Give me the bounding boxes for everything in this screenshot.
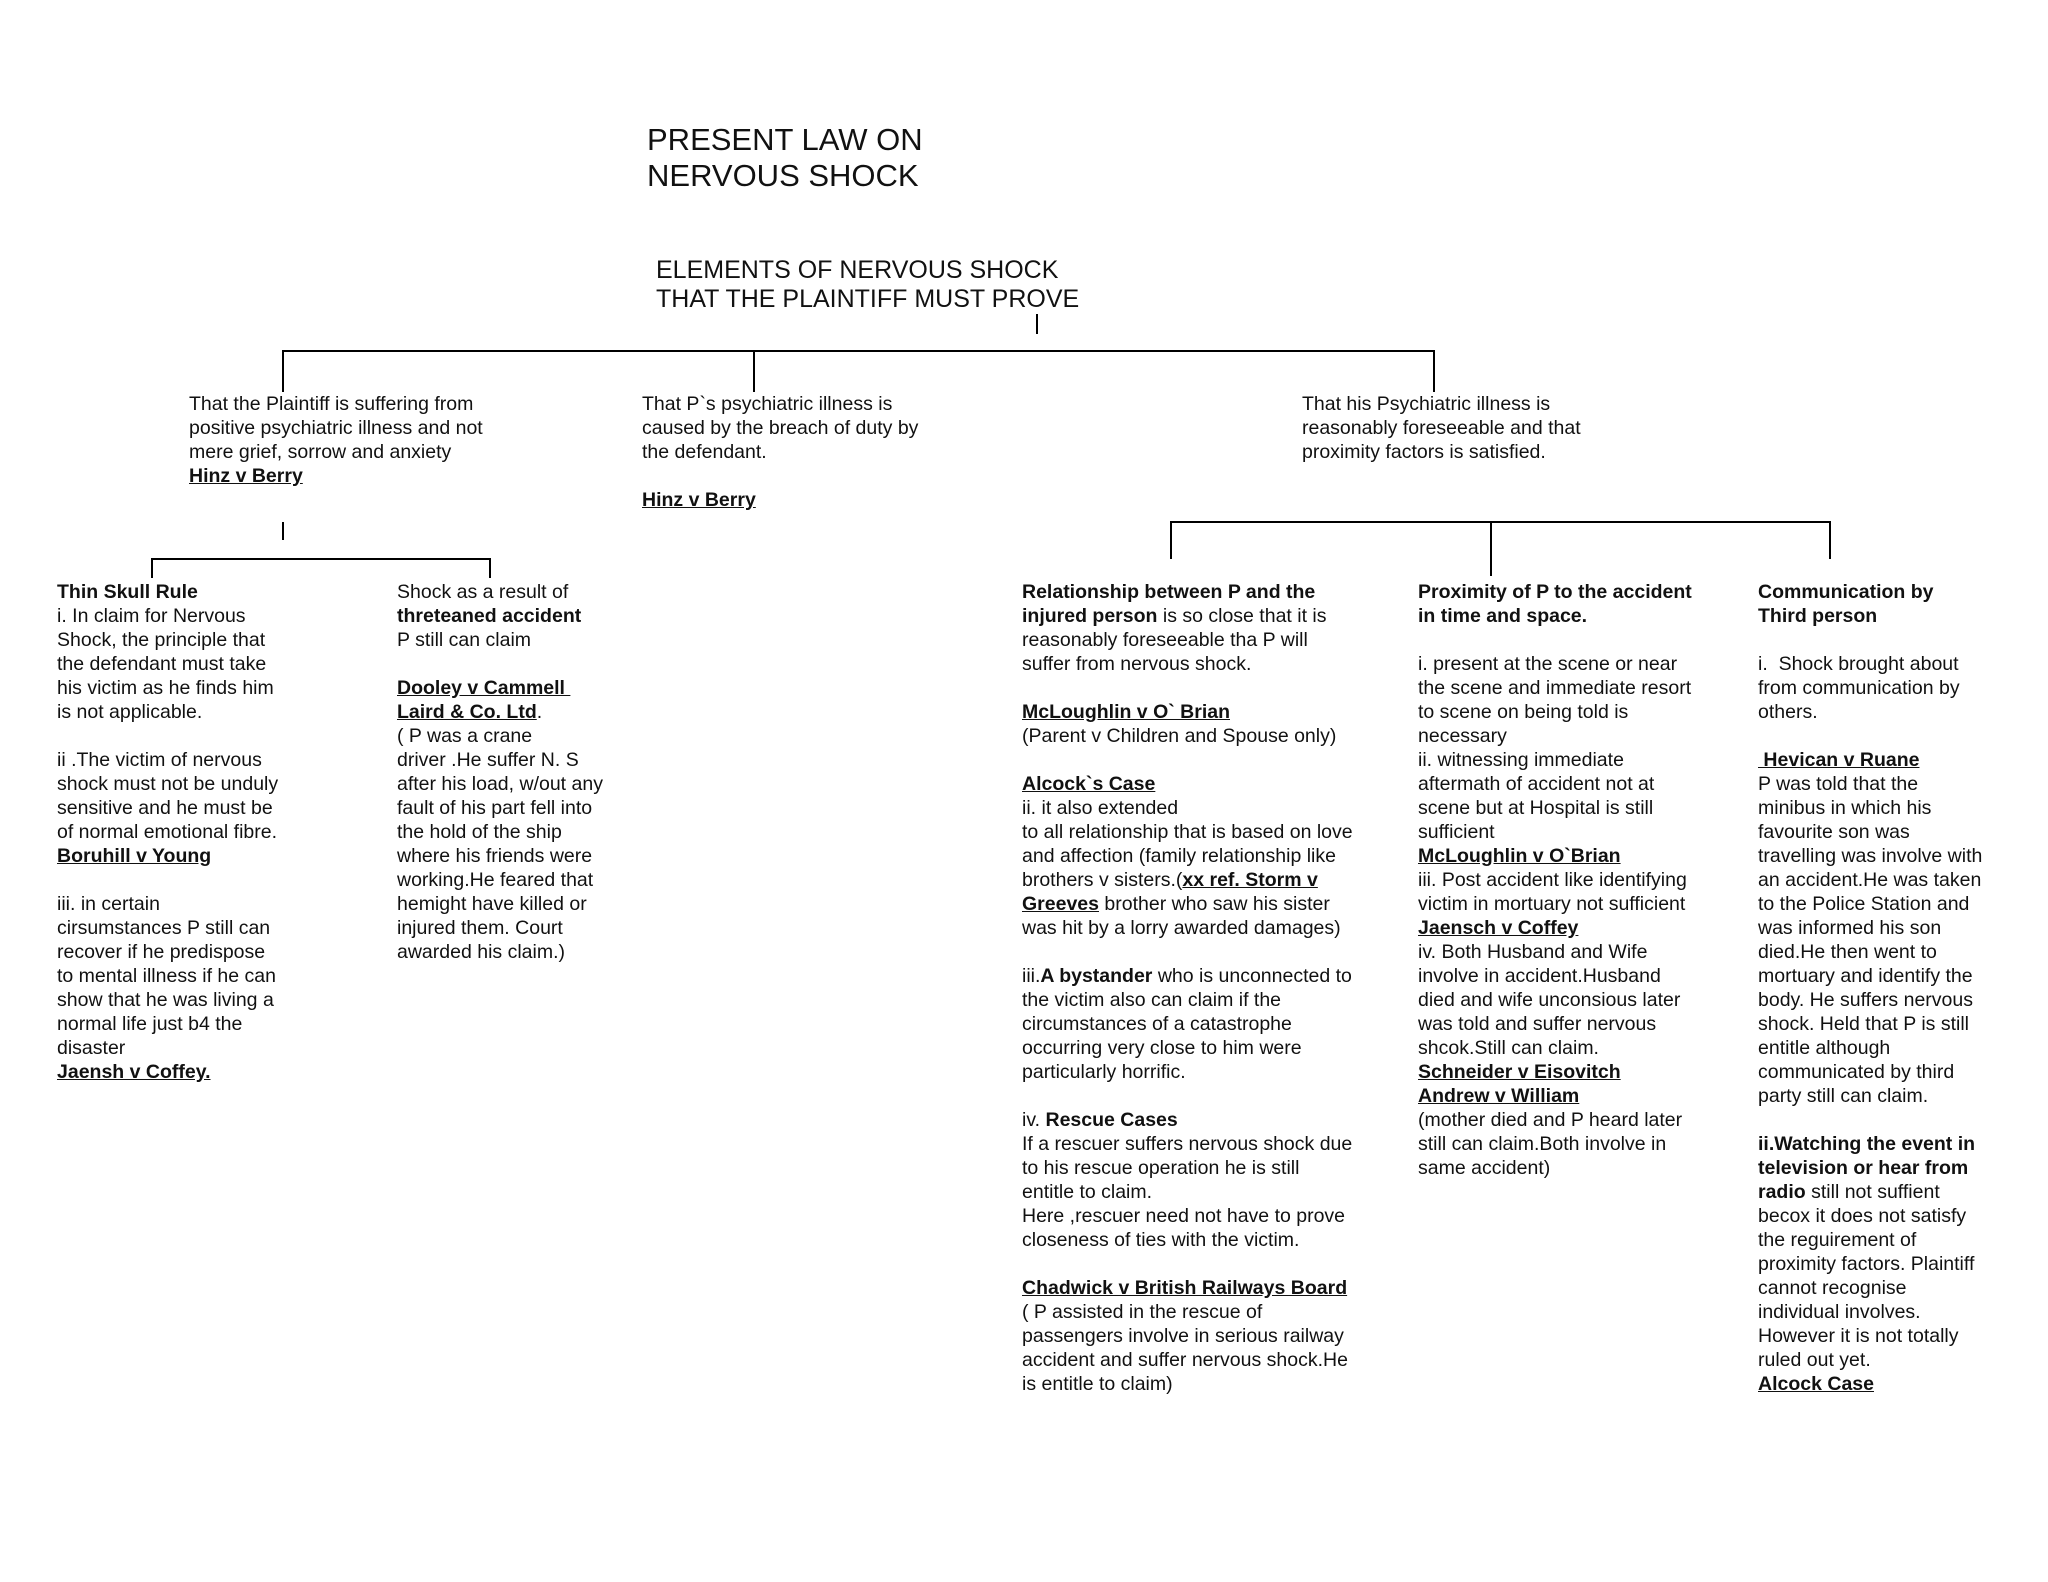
text-line: scene but at Hospital is still <box>1418 797 1654 819</box>
text-line: mortuary and identify the <box>1758 965 1973 987</box>
text-line: involve in accident.Husband <box>1418 965 1661 987</box>
text-line: party still can claim. <box>1758 1085 1929 1107</box>
text-line: i. present at the scene or near <box>1418 653 1678 675</box>
text-line: the hold of the ship <box>397 821 562 843</box>
communication-node <box>1758 580 1982 1396</box>
text-line: the reguirement of <box>1758 1229 1917 1251</box>
text-line: where his friends were <box>397 845 593 867</box>
text-line: iii. in certain <box>57 893 160 915</box>
text-bold: radio <box>1758 1181 1806 1203</box>
title-line-2: NERVOUS SHOCK <box>647 158 919 193</box>
text-line: iii. Post accident like identifying <box>1418 869 1687 891</box>
text-line: iv. Both Husband and Wife <box>1418 941 1648 963</box>
text-line: same accident) <box>1418 1157 1551 1179</box>
text-fragment: iv. <box>1022 1109 1046 1131</box>
text-line: victim in mortuary not sufficient <box>1418 893 1686 915</box>
text-line: and affection (family relationship like <box>1022 845 1336 867</box>
text-bold: injured person <box>1022 605 1158 627</box>
text-line: was hit by a lorry awarded damages) <box>1022 917 1341 939</box>
case-citation: Andrew v William <box>1418 1085 1580 1107</box>
thin-skull-rule-node <box>57 580 278 1084</box>
text-line: hemight have killed or <box>397 893 587 915</box>
text-line: i. Shock brought about <box>1758 653 1959 675</box>
text-line: was informed his son <box>1758 917 1942 939</box>
proximity-node <box>1418 580 1692 1180</box>
element-foreseeability <box>1302 392 1581 464</box>
text-line: P still can claim <box>397 629 532 651</box>
text-line: ruled out yet. <box>1758 1349 1871 1371</box>
case-citation: Alcock Case <box>1758 1373 1874 1395</box>
text-line: body. He suffers nervous <box>1758 989 1973 1011</box>
text-line: i. In claim for Nervous <box>57 605 246 627</box>
text-line: his victim as he finds him <box>57 677 274 699</box>
text-line: entitle to claim. <box>1022 1181 1153 1203</box>
case-citation: Schneider v Eisovitch <box>1418 1061 1621 1083</box>
text-line: communicated by third <box>1758 1061 1955 1083</box>
text-line: accident and suffer nervous shock.He <box>1022 1349 1348 1371</box>
text-line: the victim also can claim if the <box>1022 989 1282 1011</box>
text-line: reasonably foreseeable tha P will <box>1022 629 1308 651</box>
text-line: P was told that the <box>1758 773 1919 795</box>
node-heading: Proximity of P to the accident <box>1418 581 1692 603</box>
text-line: Shock, the principle that <box>57 629 266 651</box>
text-line: sufficient <box>1418 821 1495 843</box>
title-line-1: PRESENT LAW ON <box>647 122 923 157</box>
case-citation: Boruhill v Young <box>57 845 212 867</box>
text-line: proximity factors is satisfied. <box>1302 441 1546 463</box>
text-line: minibus in which his <box>1758 797 1932 819</box>
text-bold: A bystander <box>1040 965 1153 987</box>
text-line: ( P was a crane <box>397 725 533 747</box>
text-line: died and wife unconsious later <box>1418 989 1681 1011</box>
text-line: ii. it also extended <box>1022 797 1179 819</box>
page-title <box>647 122 923 194</box>
text-line: However it is not totally <box>1758 1325 1959 1347</box>
text-fragment: who is unconnected to <box>1152 965 1352 987</box>
text-line: (Parent v Children and Spouse only) <box>1022 725 1337 747</box>
text-line: mere grief, sorrow and anxiety <box>189 441 452 463</box>
text-fragment: brother who saw his sister <box>1098 893 1330 915</box>
text-line: show that he was living a <box>57 989 274 1011</box>
text-line: fault of his part fell into <box>397 797 593 819</box>
text-line: is not applicable. <box>57 701 203 723</box>
text-line: is entitle to claim) <box>1022 1373 1173 1395</box>
case-citation: Hinz v Berry <box>642 489 756 511</box>
text-line: sensitive and he must be <box>57 797 273 819</box>
text-line: shcok.Still can claim. <box>1418 1037 1599 1059</box>
text-fragment: . <box>536 701 543 723</box>
element-psychiatric-illness <box>189 392 483 488</box>
text-line: recover if he predispose <box>57 941 266 963</box>
text-line: aftermath of accident not at <box>1418 773 1655 795</box>
text-line: closeness of ties with the victim. <box>1022 1229 1300 1251</box>
text-line: proximity factors. Plaintiff <box>1758 1253 1975 1275</box>
text-line: injured them. Court <box>397 917 563 939</box>
relationship-node <box>1022 580 1353 1396</box>
text-line: to his rescue operation he is still <box>1022 1157 1300 1179</box>
text-line: positive psychiatric illness and not <box>189 417 483 439</box>
text-line: to scene on being told is <box>1418 701 1629 723</box>
text-line: particularly horrific. <box>1022 1061 1186 1083</box>
text-fragment: is so close that it is <box>1157 605 1327 627</box>
text-line: favourite son was <box>1758 821 1910 843</box>
text-line: driver .He suffer N. S <box>397 749 579 771</box>
text-fragment: iii. <box>1022 965 1041 987</box>
text-line: cirsumstances P still can <box>57 917 271 939</box>
text-fragment: brothers v sisters.( <box>1022 869 1183 891</box>
node-heading: Relationship between P and the <box>1022 581 1316 603</box>
text-line: Shock as a result of <box>397 581 569 603</box>
text-line: still can claim.Both involve in <box>1418 1133 1667 1155</box>
threatened-accident-node <box>397 580 603 964</box>
text-line: the scene and immediate resort <box>1418 677 1692 699</box>
root-line-2: THAT THE PLAINTIFF MUST PROVE <box>656 285 1080 313</box>
node-heading: Communication by <box>1758 581 1934 603</box>
case-citation: McLoughlin v O`Brian <box>1418 845 1621 867</box>
text-line: normal life just b4 the <box>57 1013 243 1035</box>
text-line: circumstances of a catastrophe <box>1022 1013 1292 1035</box>
text-line: cannot recognise <box>1758 1277 1907 1299</box>
text-line: the defendant. <box>642 441 767 463</box>
root-line-1: ELEMENTS OF NERVOUS SHOCK <box>656 256 1059 284</box>
text-line: others. <box>1758 701 1818 723</box>
text-line: after his load, w/out any <box>397 773 603 795</box>
case-citation: Hevican v Ruane <box>1758 749 1920 771</box>
text-line: died.He then went to <box>1758 941 1937 963</box>
text-line: That the Plaintiff is suffering from <box>189 393 474 415</box>
text-bold: Rescue Cases <box>1045 1109 1178 1131</box>
case-citation: Chadwick v British Railways Board <box>1022 1277 1348 1299</box>
text-line: occurring very close to him were <box>1022 1037 1302 1059</box>
case-citation: McLoughlin v O` Brian <box>1022 701 1230 723</box>
text-line: to the Police Station and <box>1758 893 1970 915</box>
node-heading: in time and space. <box>1418 605 1588 627</box>
text-line: the defendant must take <box>57 653 267 675</box>
text-line: shock. Held that P is still <box>1758 1013 1969 1035</box>
case-citation: Dooley v Cammell <box>397 677 571 699</box>
case-citation: Jaensh v Coffey. <box>57 1061 211 1083</box>
text-line: disaster <box>57 1037 126 1059</box>
text-line: working.He feared that <box>397 869 594 891</box>
case-citation: xx ref. Storm v <box>1182 869 1318 891</box>
text-line: to mental illness if he can <box>57 965 276 987</box>
node-heading: Third person <box>1758 605 1878 627</box>
node-heading: threteaned accident <box>397 605 582 627</box>
text-line: suffer from nervous shock. <box>1022 653 1252 675</box>
case-citation: Hinz v Berry <box>189 465 303 487</box>
case-citation: Greeves <box>1022 893 1099 915</box>
text-line: caused by the breach of duty by <box>642 417 919 439</box>
text-line: Here ,rescuer need not have to prove <box>1022 1205 1346 1227</box>
case-citation: Laird & Co. Ltd <box>397 701 537 723</box>
case-citation: Alcock`s Case <box>1022 773 1156 795</box>
text-line: ii .The victim of nervous <box>57 749 262 771</box>
text-fragment: still not suffient <box>1805 1181 1940 1203</box>
root-node <box>656 256 1079 314</box>
text-line: shock must not be unduly <box>57 773 279 795</box>
text-line: ( P assisted in the rescue of <box>1022 1301 1263 1323</box>
text-line: to all relationship that is based on love <box>1022 821 1353 843</box>
text-bold: ii.Watching the event in <box>1758 1133 1976 1155</box>
text-line: ii. witnessing immediate <box>1418 749 1624 771</box>
text-line: reasonably foreseeable and that <box>1302 417 1581 439</box>
text-line: becox it does not satisfy <box>1758 1205 1967 1227</box>
text-line: from communication by <box>1758 677 1960 699</box>
text-line: awarded his claim.) <box>397 941 565 963</box>
text-line: an accident.He was taken <box>1758 869 1982 891</box>
text-line: (mother died and P heard later <box>1418 1109 1683 1131</box>
node-heading: Thin Skull Rule <box>57 581 198 603</box>
text-line: necessary <box>1418 725 1507 747</box>
text-line: was told and suffer nervous <box>1418 1013 1657 1035</box>
text-line: passengers involve in serious railway <box>1022 1325 1344 1347</box>
text-line: individual involves. <box>1758 1301 1921 1323</box>
case-citation: Jaensch v Coffey <box>1418 917 1579 939</box>
text-line: entitle although <box>1758 1037 1891 1059</box>
text-line: If a rescuer suffers nervous shock due <box>1022 1133 1353 1155</box>
text-bold: television or hear from <box>1758 1157 1969 1179</box>
text-line: of normal emotional fibre. <box>57 821 278 843</box>
element-causation <box>642 392 918 512</box>
text-line: That his Psychiatric illness is <box>1302 393 1551 415</box>
text-line: That P`s psychiatric illness is <box>642 393 893 415</box>
text-line: travelling was involve with <box>1758 845 1983 867</box>
